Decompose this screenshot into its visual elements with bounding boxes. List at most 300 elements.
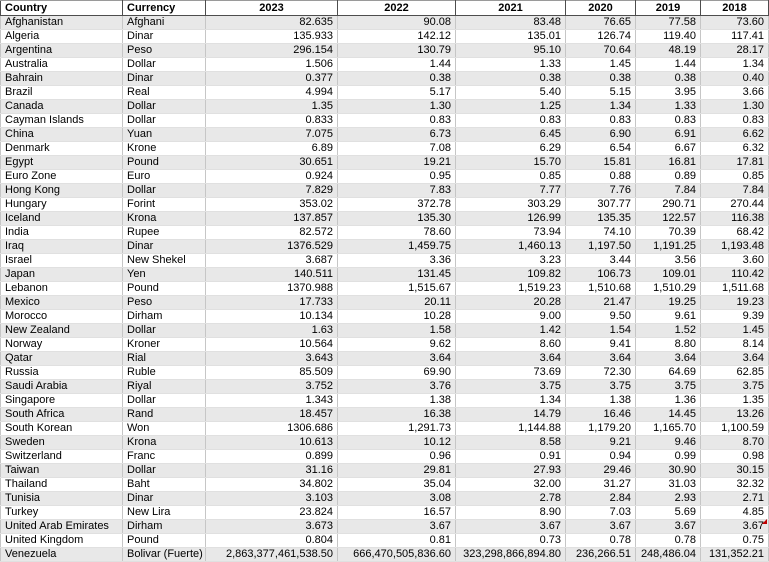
cell-rate-2020[interactable]: 106.73	[566, 268, 636, 282]
cell-rate-2019[interactable]: 48.19	[636, 44, 701, 58]
cell-rate-2018[interactable]: 117.41	[701, 30, 769, 44]
cell-rate-2020[interactable]: 7.76	[566, 184, 636, 198]
cell-rate-2018[interactable]: 0.85	[701, 170, 769, 184]
cell-rate-2020[interactable]: 1,510.68	[566, 282, 636, 296]
cell-currency[interactable]: Dirham	[123, 520, 206, 534]
cell-currency[interactable]: Afghani	[123, 16, 206, 30]
cell-rate-2018[interactable]: 8.70	[701, 436, 769, 450]
cell-rate-2021[interactable]: 14.79	[456, 408, 566, 422]
cell-rate-2019[interactable]: 1.36	[636, 394, 701, 408]
cell-rate-2021[interactable]: 95.10	[456, 44, 566, 58]
cell-rate-2022[interactable]: 3.76	[338, 380, 456, 394]
cell-rate-2020[interactable]: 126.74	[566, 30, 636, 44]
cell-currency[interactable]: Dollar	[123, 184, 206, 198]
cell-rate-2018[interactable]: 6.32	[701, 142, 769, 156]
cell-rate-2020[interactable]: 0.78	[566, 534, 636, 548]
cell-rate-2022[interactable]: 3.64	[338, 352, 456, 366]
cell-rate-2022[interactable]: 20.11	[338, 296, 456, 310]
cell-rate-2021[interactable]: 1,144.88	[456, 422, 566, 436]
cell-rate-2021[interactable]: 0.38	[456, 72, 566, 86]
cell-currency[interactable]: Real	[123, 86, 206, 100]
cell-rate-2021[interactable]: 1,519.23	[456, 282, 566, 296]
cell-country[interactable]: South Africa	[1, 408, 123, 422]
cell-rate-2022[interactable]: 7.08	[338, 142, 456, 156]
cell-rate-2023[interactable]: 1370.988	[206, 282, 338, 296]
column-header-2023[interactable]: 2023	[206, 1, 338, 16]
cell-rate-2019[interactable]: 1,510.29	[636, 282, 701, 296]
cell-rate-2018[interactable]: 62.85	[701, 366, 769, 380]
cell-country[interactable]: Afghanistan	[1, 16, 123, 30]
cell-rate-2022[interactable]: 1,459.75	[338, 240, 456, 254]
cell-rate-2023[interactable]: 3.643	[206, 352, 338, 366]
cell-rate-2021[interactable]: 3.67	[456, 520, 566, 534]
cell-rate-2020[interactable]: 3.67	[566, 520, 636, 534]
cell-rate-2018[interactable]: 0.83	[701, 114, 769, 128]
cell-rate-2021[interactable]: 1.25	[456, 100, 566, 114]
cell-rate-2020[interactable]: 1.45	[566, 58, 636, 72]
cell-rate-2019[interactable]: 0.38	[636, 72, 701, 86]
cell-rate-2020[interactable]: 6.90	[566, 128, 636, 142]
cell-rate-2020[interactable]: 1,179.20	[566, 422, 636, 436]
cell-rate-2022[interactable]: 16.57	[338, 506, 456, 520]
cell-rate-2019[interactable]: 19.25	[636, 296, 701, 310]
cell-rate-2020[interactable]: 74.10	[566, 226, 636, 240]
cell-country[interactable]: United Kingdom	[1, 534, 123, 548]
cell-rate-2021[interactable]: 135.01	[456, 30, 566, 44]
column-header-2022[interactable]: 2022	[338, 1, 456, 16]
cell-currency[interactable]: Dollar	[123, 58, 206, 72]
cell-rate-2019[interactable]: 3.64	[636, 352, 701, 366]
cell-rate-2020[interactable]: 2.84	[566, 492, 636, 506]
cell-rate-2022[interactable]: 10.12	[338, 436, 456, 450]
cell-rate-2023[interactable]: 0.804	[206, 534, 338, 548]
cell-country[interactable]: Brazil	[1, 86, 123, 100]
cell-rate-2020[interactable]: 0.94	[566, 450, 636, 464]
cell-rate-2023[interactable]: 296.154	[206, 44, 338, 58]
cell-rate-2019[interactable]: 7.84	[636, 184, 701, 198]
cell-rate-2022[interactable]: 372.78	[338, 198, 456, 212]
cell-rate-2023[interactable]: 1376.529	[206, 240, 338, 254]
cell-country[interactable]: Hong Kong	[1, 184, 123, 198]
cell-rate-2023[interactable]: 3.103	[206, 492, 338, 506]
cell-country[interactable]: Egypt	[1, 156, 123, 170]
cell-currency[interactable]: Franc	[123, 450, 206, 464]
cell-country[interactable]: Thailand	[1, 478, 123, 492]
cell-country[interactable]: Cayman Islands	[1, 114, 123, 128]
column-header-2021[interactable]: 2021	[456, 1, 566, 16]
cell-country[interactable]: Taiwan	[1, 464, 123, 478]
cell-currency[interactable]: New Shekel	[123, 254, 206, 268]
cell-rate-2023[interactable]: 0.924	[206, 170, 338, 184]
cell-country[interactable]: Australia	[1, 58, 123, 72]
cell-currency[interactable]: Pound	[123, 156, 206, 170]
cell-rate-2021[interactable]: 3.64	[456, 352, 566, 366]
cell-country[interactable]: Norway	[1, 338, 123, 352]
cell-rate-2020[interactable]: 21.47	[566, 296, 636, 310]
cell-rate-2022[interactable]: 16.38	[338, 408, 456, 422]
cell-rate-2022[interactable]: 130.79	[338, 44, 456, 58]
cell-rate-2020[interactable]: 9.41	[566, 338, 636, 352]
cell-rate-2022[interactable]: 10.28	[338, 310, 456, 324]
cell-rate-2023[interactable]: 140.511	[206, 268, 338, 282]
cell-rate-2018[interactable]: 1,193.48	[701, 240, 769, 254]
cell-rate-2018[interactable]: 68.42	[701, 226, 769, 240]
cell-currency[interactable]: Kroner	[123, 338, 206, 352]
cell-rate-2019[interactable]: 14.45	[636, 408, 701, 422]
cell-rate-2018[interactable]: 0.98	[701, 450, 769, 464]
cell-currency[interactable]: Dinar	[123, 72, 206, 86]
cell-rate-2021[interactable]: 1.34	[456, 394, 566, 408]
cell-rate-2021[interactable]: 8.90	[456, 506, 566, 520]
cell-rate-2020[interactable]: 236,266.51	[566, 548, 636, 562]
cell-country[interactable]: Denmark	[1, 142, 123, 156]
cell-rate-2018[interactable]: 32.32	[701, 478, 769, 492]
cell-rate-2018[interactable]: 28.17	[701, 44, 769, 58]
cell-currency[interactable]: Riyal	[123, 380, 206, 394]
cell-rate-2023[interactable]: 1.35	[206, 100, 338, 114]
cell-rate-2020[interactable]: 3.64	[566, 352, 636, 366]
cell-rate-2021[interactable]: 6.45	[456, 128, 566, 142]
cell-rate-2022[interactable]: 3.36	[338, 254, 456, 268]
cell-rate-2021[interactable]: 7.77	[456, 184, 566, 198]
cell-rate-2020[interactable]: 3.44	[566, 254, 636, 268]
cell-rate-2022[interactable]: 9.62	[338, 338, 456, 352]
cell-rate-2020[interactable]: 7.03	[566, 506, 636, 520]
cell-country[interactable]: New Zealand	[1, 324, 123, 338]
cell-currency[interactable]: Baht	[123, 478, 206, 492]
cell-rate-2021[interactable]: 1.42	[456, 324, 566, 338]
cell-rate-2022[interactable]: 7.83	[338, 184, 456, 198]
column-header-currency[interactable]: Currency	[123, 1, 206, 16]
cell-rate-2019[interactable]: 3.75	[636, 380, 701, 394]
cell-rate-2023[interactable]: 10.564	[206, 338, 338, 352]
cell-country[interactable]: Switzerland	[1, 450, 123, 464]
cell-rate-2018[interactable]: 73.60	[701, 16, 769, 30]
cell-rate-2020[interactable]: 29.46	[566, 464, 636, 478]
cell-rate-2022[interactable]: 1,291.73	[338, 422, 456, 436]
cell-rate-2021[interactable]: 73.94	[456, 226, 566, 240]
column-header-2020[interactable]: 2020	[566, 1, 636, 16]
cell-rate-2021[interactable]: 2.78	[456, 492, 566, 506]
cell-rate-2020[interactable]: 1,197.50	[566, 240, 636, 254]
cell-rate-2023[interactable]: 1.63	[206, 324, 338, 338]
cell-rate-2020[interactable]: 70.64	[566, 44, 636, 58]
cell-currency[interactable]: Dirham	[123, 310, 206, 324]
cell-rate-2022[interactable]: 1.38	[338, 394, 456, 408]
cell-rate-2018[interactable]: 6.62	[701, 128, 769, 142]
cell-currency[interactable]: Peso	[123, 296, 206, 310]
cell-rate-2018[interactable]: 3.64	[701, 352, 769, 366]
cell-rate-2021[interactable]: 6.29	[456, 142, 566, 156]
cell-rate-2022[interactable]: 0.96	[338, 450, 456, 464]
cell-rate-2020[interactable]: 1.54	[566, 324, 636, 338]
cell-rate-2023[interactable]: 23.824	[206, 506, 338, 520]
cell-rate-2022[interactable]: 0.38	[338, 72, 456, 86]
cell-rate-2022[interactable]: 0.95	[338, 170, 456, 184]
cell-rate-2023[interactable]: 0.899	[206, 450, 338, 464]
cell-currency[interactable]: Dollar	[123, 394, 206, 408]
cell-rate-2020[interactable]: 6.54	[566, 142, 636, 156]
cell-currency[interactable]: Dinar	[123, 492, 206, 506]
cell-rate-2020[interactable]: 3.75	[566, 380, 636, 394]
cell-rate-2018[interactable]: 9.39	[701, 310, 769, 324]
cell-rate-2023[interactable]: 3.752	[206, 380, 338, 394]
cell-rate-2021[interactable]: 0.73	[456, 534, 566, 548]
cell-rate-2020[interactable]: 0.83	[566, 114, 636, 128]
cell-country[interactable]: Argentina	[1, 44, 123, 58]
cell-country[interactable]: Algeria	[1, 30, 123, 44]
cell-rate-2023[interactable]: 10.613	[206, 436, 338, 450]
cell-rate-2019[interactable]: 2.93	[636, 492, 701, 506]
cell-country[interactable]: Tunisia	[1, 492, 123, 506]
cell-rate-2018[interactable]: 110.42	[701, 268, 769, 282]
cell-rate-2022[interactable]: 1.30	[338, 100, 456, 114]
cell-rate-2023[interactable]: 353.02	[206, 198, 338, 212]
cell-rate-2019[interactable]: 3.56	[636, 254, 701, 268]
cell-rate-2023[interactable]: 82.635	[206, 16, 338, 30]
cell-rate-2023[interactable]: 1306.686	[206, 422, 338, 436]
cell-rate-2021[interactable]: 83.48	[456, 16, 566, 30]
cell-rate-2023[interactable]: 0.833	[206, 114, 338, 128]
cell-rate-2020[interactable]: 0.38	[566, 72, 636, 86]
cell-currency[interactable]: Euro	[123, 170, 206, 184]
cell-rate-2023[interactable]: 17.733	[206, 296, 338, 310]
cell-country[interactable]: China	[1, 128, 123, 142]
cell-rate-2021[interactable]: 126.99	[456, 212, 566, 226]
cell-rate-2018[interactable]: 30.15	[701, 464, 769, 478]
cell-rate-2023[interactable]: 10.134	[206, 310, 338, 324]
cell-rate-2021[interactable]: 8.60	[456, 338, 566, 352]
cell-rate-2019[interactable]: 3.67	[636, 520, 701, 534]
cell-rate-2023[interactable]: 137.857	[206, 212, 338, 226]
cell-rate-2019[interactable]: 0.78	[636, 534, 701, 548]
cell-rate-2019[interactable]: 248,486.04	[636, 548, 701, 562]
cell-rate-2022[interactable]: 142.12	[338, 30, 456, 44]
cell-rate-2019[interactable]: 1,165.70	[636, 422, 701, 436]
cell-rate-2020[interactable]: 1.34	[566, 100, 636, 114]
cell-country[interactable]: Russia	[1, 366, 123, 380]
cell-currency[interactable]: Krona	[123, 212, 206, 226]
column-header-country[interactable]: Country	[1, 1, 123, 16]
cell-rate-2021[interactable]: 8.58	[456, 436, 566, 450]
cell-rate-2019[interactable]: 0.99	[636, 450, 701, 464]
cell-country[interactable]: Morocco	[1, 310, 123, 324]
cell-rate-2020[interactable]: 16.46	[566, 408, 636, 422]
cell-rate-2019[interactable]: 9.61	[636, 310, 701, 324]
cell-rate-2022[interactable]: 29.81	[338, 464, 456, 478]
cell-country[interactable]: United Arab Emirates	[1, 520, 123, 534]
cell-rate-2018[interactable]: 2.71	[701, 492, 769, 506]
cell-country[interactable]: Japan	[1, 268, 123, 282]
cell-rate-2021[interactable]: 0.83	[456, 114, 566, 128]
cell-rate-2019[interactable]: 1.52	[636, 324, 701, 338]
cell-rate-2019[interactable]: 9.46	[636, 436, 701, 450]
cell-currency[interactable]: New Lira	[123, 506, 206, 520]
cell-rate-2022[interactable]: 69.90	[338, 366, 456, 380]
cell-rate-2019[interactable]: 290.71	[636, 198, 701, 212]
cell-country[interactable]: Hungary	[1, 198, 123, 212]
cell-rate-2018[interactable]: 1.35	[701, 394, 769, 408]
cell-rate-2018[interactable]: 1,511.68	[701, 282, 769, 296]
cell-rate-2021[interactable]: 303.29	[456, 198, 566, 212]
cell-country[interactable]: Euro Zone	[1, 170, 123, 184]
cell-currency[interactable]: Krone	[123, 142, 206, 156]
cell-country[interactable]: Turkey	[1, 506, 123, 520]
cell-rate-2018[interactable]: 1,100.59	[701, 422, 769, 436]
cell-country[interactable]: Bahrain	[1, 72, 123, 86]
cell-rate-2021[interactable]: 3.75	[456, 380, 566, 394]
cell-rate-2022[interactable]: 666,470,505,836.60	[338, 548, 456, 562]
cell-rate-2020[interactable]: 1.38	[566, 394, 636, 408]
cell-rate-2019[interactable]: 122.57	[636, 212, 701, 226]
cell-rate-2019[interactable]: 3.95	[636, 86, 701, 100]
cell-rate-2022[interactable]: 78.60	[338, 226, 456, 240]
cell-rate-2023[interactable]: 0.377	[206, 72, 338, 86]
cell-currency[interactable]: Dollar	[123, 464, 206, 478]
cell-rate-2020[interactable]: 76.65	[566, 16, 636, 30]
cell-rate-2019[interactable]: 77.58	[636, 16, 701, 30]
cell-rate-2020[interactable]: 9.21	[566, 436, 636, 450]
cell-currency[interactable]: Pound	[123, 534, 206, 548]
cell-rate-2018[interactable]: 1.30	[701, 100, 769, 114]
cell-rate-2023[interactable]: 7.829	[206, 184, 338, 198]
cell-rate-2021[interactable]: 15.70	[456, 156, 566, 170]
cell-country[interactable]: Sweden	[1, 436, 123, 450]
cell-rate-2019[interactable]: 16.81	[636, 156, 701, 170]
cell-rate-2023[interactable]: 7.075	[206, 128, 338, 142]
cell-currency[interactable]: Dinar	[123, 240, 206, 254]
cell-currency[interactable]: Peso	[123, 44, 206, 58]
cell-currency[interactable]: Rial	[123, 352, 206, 366]
cell-rate-2022[interactable]: 1.44	[338, 58, 456, 72]
cell-rate-2023[interactable]: 3.673	[206, 520, 338, 534]
cell-rate-2022[interactable]: 5.17	[338, 86, 456, 100]
cell-rate-2018[interactable]: 0.40	[701, 72, 769, 86]
cell-rate-2023[interactable]: 85.509	[206, 366, 338, 380]
cell-country[interactable]: Canada	[1, 100, 123, 114]
cell-currency[interactable]: Forint	[123, 198, 206, 212]
cell-rate-2022[interactable]: 35.04	[338, 478, 456, 492]
column-header-2018[interactable]: 2018	[701, 1, 769, 16]
cell-rate-2018[interactable]: 13.26	[701, 408, 769, 422]
cell-rate-2018[interactable]: 1.45	[701, 324, 769, 338]
cell-rate-2018[interactable]: 116.38	[701, 212, 769, 226]
cell-rate-2020[interactable]: 15.81	[566, 156, 636, 170]
cell-currency[interactable]: Yen	[123, 268, 206, 282]
cell-rate-2020[interactable]: 135.35	[566, 212, 636, 226]
cell-country[interactable]: South Korean	[1, 422, 123, 436]
cell-rate-2019[interactable]: 0.89	[636, 170, 701, 184]
cell-rate-2018[interactable]: 3.60	[701, 254, 769, 268]
cell-rate-2020[interactable]: 9.50	[566, 310, 636, 324]
cell-rate-2018[interactable]: 19.23	[701, 296, 769, 310]
cell-rate-2022[interactable]: 1,515.67	[338, 282, 456, 296]
cell-rate-2018[interactable]: 8.14	[701, 338, 769, 352]
cell-rate-2023[interactable]: 1.506	[206, 58, 338, 72]
cell-rate-2019[interactable]: 119.40	[636, 30, 701, 44]
cell-currency[interactable]: Bolivar (Fuerte)	[123, 548, 206, 562]
cell-currency[interactable]: Krona	[123, 436, 206, 450]
cell-rate-2021[interactable]: 0.91	[456, 450, 566, 464]
cell-currency[interactable]: Rand	[123, 408, 206, 422]
cell-currency[interactable]: Ruble	[123, 366, 206, 380]
cell-currency[interactable]: Dollar	[123, 324, 206, 338]
cell-rate-2019[interactable]: 8.80	[636, 338, 701, 352]
cell-rate-2021[interactable]: 5.40	[456, 86, 566, 100]
cell-country[interactable]: Iraq	[1, 240, 123, 254]
cell-rate-2023[interactable]: 4.994	[206, 86, 338, 100]
cell-rate-2023[interactable]: 18.457	[206, 408, 338, 422]
cell-rate-2022[interactable]: 1.58	[338, 324, 456, 338]
cell-rate-2021[interactable]: 27.93	[456, 464, 566, 478]
cell-rate-2019[interactable]: 1.44	[636, 58, 701, 72]
cell-rate-2019[interactable]: 6.91	[636, 128, 701, 142]
cell-rate-2020[interactable]: 5.15	[566, 86, 636, 100]
cell-rate-2020[interactable]: 0.88	[566, 170, 636, 184]
cell-rate-2021[interactable]: 109.82	[456, 268, 566, 282]
cell-rate-2020[interactable]: 31.27	[566, 478, 636, 492]
cell-rate-2023[interactable]: 135.933	[206, 30, 338, 44]
cell-country[interactable]: Mexico	[1, 296, 123, 310]
cell-currency[interactable]: Won	[123, 422, 206, 436]
cell-rate-2021[interactable]: 3.23	[456, 254, 566, 268]
cell-rate-2019[interactable]: 64.69	[636, 366, 701, 380]
cell-country[interactable]: Venezuela	[1, 548, 123, 562]
cell-rate-2022[interactable]: 3.67	[338, 520, 456, 534]
cell-rate-2020[interactable]: 307.77	[566, 198, 636, 212]
cell-country[interactable]: Lebanon	[1, 282, 123, 296]
cell-rate-2023[interactable]: 34.802	[206, 478, 338, 492]
cell-rate-2019[interactable]: 109.01	[636, 268, 701, 282]
cell-rate-2022[interactable]: 0.83	[338, 114, 456, 128]
cell-country[interactable]: Iceland	[1, 212, 123, 226]
cell-rate-2019[interactable]: 31.03	[636, 478, 701, 492]
cell-rate-2018[interactable]: 1.34	[701, 58, 769, 72]
cell-rate-2023[interactable]: 31.16	[206, 464, 338, 478]
cell-rate-2021[interactable]: 1.33	[456, 58, 566, 72]
cell-rate-2022[interactable]: 19.21	[338, 156, 456, 170]
cell-country[interactable]: Singapore	[1, 394, 123, 408]
cell-rate-2023[interactable]: 2,863,377,461,538.50	[206, 548, 338, 562]
cell-rate-2023[interactable]: 82.572	[206, 226, 338, 240]
cell-rate-2022[interactable]: 0.81	[338, 534, 456, 548]
cell-rate-2021[interactable]: 73.69	[456, 366, 566, 380]
cell-rate-2020[interactable]: 72.30	[566, 366, 636, 380]
cell-currency[interactable]: Yuan	[123, 128, 206, 142]
cell-rate-2023[interactable]: 1.343	[206, 394, 338, 408]
cell-country[interactable]: Saudi Arabia	[1, 380, 123, 394]
cell-rate-2021[interactable]: 0.85	[456, 170, 566, 184]
cell-rate-2018[interactable]: 3.67	[701, 520, 769, 534]
cell-rate-2023[interactable]: 6.89	[206, 142, 338, 156]
cell-rate-2021[interactable]: 9.00	[456, 310, 566, 324]
cell-rate-2019[interactable]: 1.33	[636, 100, 701, 114]
cell-rate-2022[interactable]: 131.45	[338, 268, 456, 282]
cell-rate-2021[interactable]: 1,460.13	[456, 240, 566, 254]
cell-rate-2019[interactable]: 70.39	[636, 226, 701, 240]
cell-currency[interactable]: Dinar	[123, 30, 206, 44]
cell-rate-2021[interactable]: 323,298,866,894.80	[456, 548, 566, 562]
cell-rate-2018[interactable]: 3.66	[701, 86, 769, 100]
cell-rate-2023[interactable]: 30.651	[206, 156, 338, 170]
cell-rate-2022[interactable]: 3.08	[338, 492, 456, 506]
cell-rate-2023[interactable]: 3.687	[206, 254, 338, 268]
cell-currency[interactable]: Rupee	[123, 226, 206, 240]
cell-rate-2021[interactable]: 32.00	[456, 478, 566, 492]
column-header-2019[interactable]: 2019	[636, 1, 701, 16]
cell-rate-2021[interactable]: 20.28	[456, 296, 566, 310]
cell-rate-2018[interactable]: 17.81	[701, 156, 769, 170]
